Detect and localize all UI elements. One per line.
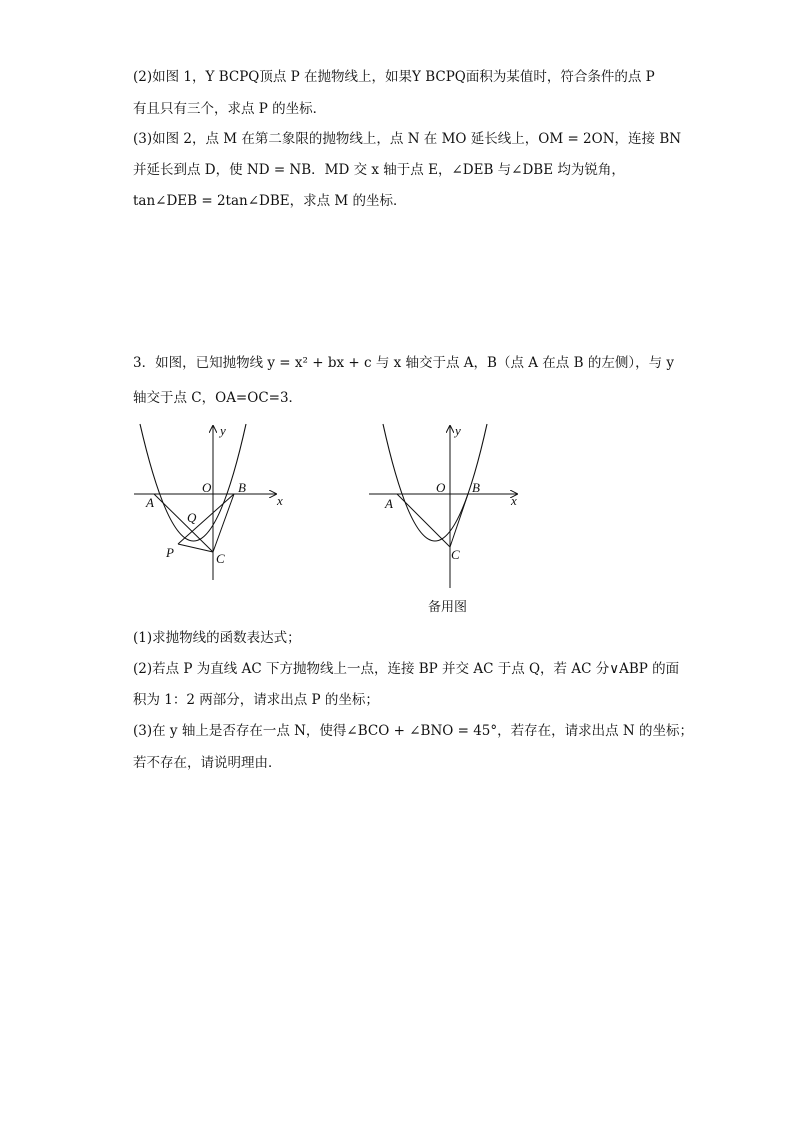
question-2-line-2: 积为 1：2 两部分，请求出点 P 的坐标；: [133, 692, 379, 708]
figure-1: [128, 420, 288, 580]
question-1: (1)求抛物线的函数表达式；: [133, 630, 301, 646]
problem-3-line-2: 轴交于点 C，OA=OC=3．: [133, 390, 303, 406]
text-line-1: (2)如图 1，Y BCPQ顶点 P 在抛物线上，如果Y BCPQ面积为某值时，符合条件的点 P: [133, 69, 655, 85]
label-b: B: [472, 480, 480, 495]
text-line-3: (3)如图 2，点 M 在第二象限的抛物线上，点 N 在 MO 延长线上，OM = 2ON，连接 BN: [133, 131, 682, 147]
label-b: B: [238, 480, 246, 495]
question-2-line-1: (2)若点 P 为直线 AC 下方抛物线上一点，连接 BP 并交 AC 于点 Q，若 AC 分∨ABP 的面: [133, 661, 680, 677]
label-x: x: [277, 493, 283, 508]
label-o: O: [202, 480, 212, 495]
question-3-line-1: (3)在 y 轴上是否存在一点 N，使得∠BCO + ∠BNO = 45°，若存在，请求出点 N 的坐标；: [133, 723, 694, 739]
label-x: x: [511, 493, 517, 508]
segment-bc: [450, 494, 468, 547]
figure-2-caption: 备用图: [428, 600, 468, 615]
label-a: A: [146, 495, 154, 510]
label-a: A: [385, 496, 393, 511]
text-line-4: 并延长到点 D，使 ND = NB．MD 交 x 轴于点 E，∠DEB 与∠DBE 均为锐角，: [133, 162, 625, 178]
label-o: O: [436, 480, 446, 495]
label-p: P: [166, 545, 174, 560]
label-y: y: [455, 423, 461, 438]
label-y: y: [220, 423, 226, 438]
label-c: C: [451, 547, 460, 562]
text-line-5: tan∠DEB = 2tan∠DBE，求点 M 的坐标．: [133, 193, 407, 209]
segment-pc: [178, 544, 213, 552]
segment-ac: [154, 494, 213, 552]
label-q: Q: [187, 510, 197, 525]
figure-2: [363, 420, 523, 595]
segment-ac: [397, 494, 450, 547]
question-3-line-2: 若不存在，请说明理由．: [133, 755, 282, 771]
label-c: C: [216, 551, 225, 566]
problem-3-line-1: 3．如图，已知抛物线 y = x² + bx + c 与 x 轴交于点 A，B（点 A 在点 B 的左侧），与 y: [133, 355, 674, 371]
text-line-2: 有且只有三个，求点 P 的坐标．: [133, 101, 327, 117]
